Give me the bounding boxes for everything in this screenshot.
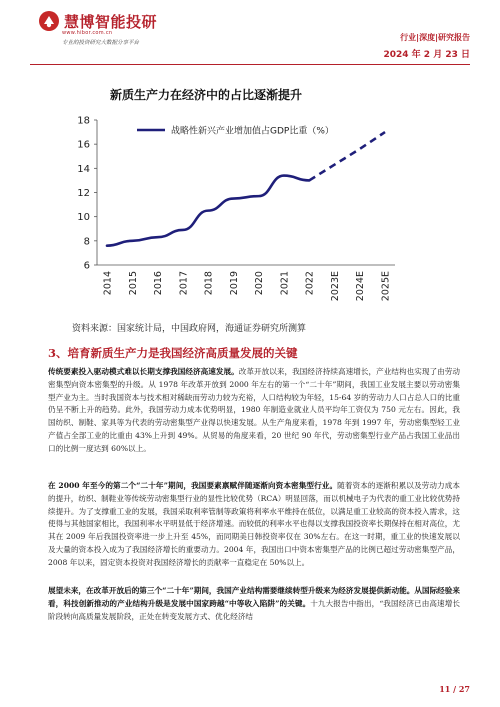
x-tick-label: 2016 <box>153 271 165 296</box>
figure-source: 资料来源：国家统计局，中国政府网，海通证券研究所测算 <box>72 324 307 334</box>
legend-label: 战略性新兴产业增加值占GDP比重（%） <box>171 126 334 137</box>
x-tick-label: 2022 <box>304 271 316 296</box>
brand-url: www.hibor.com.cn <box>62 30 113 36</box>
series-line-forecast <box>309 132 385 180</box>
x-tick-label: 2021 <box>279 271 291 296</box>
y-tick-label: 12 <box>77 188 90 199</box>
y-tick-label: 16 <box>77 139 90 151</box>
paragraph-3-body: 十九大报告中指出，“我国经济已由高速增长阶段转向高质量发展阶段，正处在转变发展方式、优化经济结 <box>48 598 460 621</box>
paragraph-3-lead: 展望未来，在改革开放后的第三个“二十年”期间，我国产业结构需要继续转型升级来为经济发展提供新动能。从国际经验来看，科技创新推动的产业结构升级是发展中国家跨越“中等收入陷阱”的关键。 <box>48 586 460 608</box>
y-tick-label: 10 <box>77 212 90 224</box>
header-divider <box>30 64 470 65</box>
x-tick-label: 2023E <box>329 271 341 302</box>
x-tick-label: 2018 <box>203 271 215 296</box>
section-title: 3、培育新质生产力是我国经济高质量发展的关键 <box>48 346 298 360</box>
report-meta <box>383 32 470 60</box>
page-header <box>0 0 500 60</box>
y-tick-label: 18 <box>77 115 90 127</box>
x-tick-label: 2015 <box>127 271 139 296</box>
paragraph-1-lead: 传统要素投入驱动模式难以长期支撑我国经济高速发展。 <box>48 367 239 376</box>
brand-name: 慧博智能投研 <box>64 12 158 31</box>
paragraph-2 <box>48 480 460 570</box>
page-number: 11 / 27 <box>439 684 470 694</box>
brand-logo <box>38 10 157 32</box>
x-tick-label: 2017 <box>178 271 190 296</box>
x-tick-label: 2020 <box>254 271 266 296</box>
x-tick-label: 2024E <box>355 271 367 302</box>
y-tick-label: 6 <box>83 260 90 272</box>
x-tick-label: 2019 <box>228 271 240 296</box>
report-date: 2024 年 2 月 23 日 <box>383 50 470 60</box>
y-tick-label: 14 <box>77 163 90 175</box>
brand-logo-icon <box>38 10 60 32</box>
x-tick-label: 2014 <box>102 271 114 296</box>
y-tick-label: 8 <box>83 236 90 248</box>
paragraph-2-body: 随着资本的逐渐积累以及劳动力成本的提升，纺织、制鞋业等传统劳动密集型行业的显性比较优势（RCA）明显回落，而以机械电子为代表的重工业比较优势持续提升。为了支撑重工业的发展，我国采取利率管制等政策将利率水平维持在低位，以满足重工业较高的资本投入需求，这使得与其他国家相比，我国利率水平明显低于经济增速。而较低的利率水平也得以支撑我国投资率长期保持在相对高位，尤其在 2009 年后我国投资率进一步上升至 45%，而同期美日韩投资率仅在 30%左右。在这一时期，重工业的快速发展以及大量的资本投入成为了我国经济增长的重要动力。2004 年，我国出口中资本密集型产品的比例已超过劳动密集型产品，2008 年以来，固定资本投资对我国经济增长的贡献率一直稳定在 50%以上。 <box>48 481 461 567</box>
report-category: 行业|深度|研究报告 <box>400 33 470 42</box>
figure-title: 新质生产力在经济中的占比逐渐提升 <box>110 88 303 102</box>
line-chart <box>55 110 415 315</box>
series-line-actual <box>107 176 309 246</box>
brand-tagline: 专业的投资研究大数据分享平台 <box>62 40 140 46</box>
paragraph-3 <box>48 585 460 623</box>
paragraph-2-lead: 在 2000 年至今的第二个“二十年”期间，我国要素禀赋伴随逐渐向资本密集型行业。 <box>48 481 338 490</box>
paragraph-1-body: 改革开放以来，我国经济持续高速增长，产业结构也实现了由劳动密集型向资本密集型的升级。从 1978 年改革开放到 2000 年左右的第一个“二十年”期间，我国工业发展主要以劳动密集型产业为主。当时我国资本与技术相对稀缺而劳动力较为充裕，人口结构较为年轻，15-64 岁的劳动力人口占总人口的比重仍呈不断上升的趋势。此外，我国劳动力成本优势明显，1980 年制造业就业人员平均年工资仅为 750 元左右。因此，我国纺织、制鞋、家具等为代表的劳动密集型产业得以快速发展。从生产角度来看，1978 年到 1997 年，劳动密集型轻工业产值占全部工业的比重由 43%上升到 49%。从贸易的角度来看，20 世纪 90 年代，劳动密集型行业产品占我国工业品出口的比例一度达到 60%以上。 <box>48 367 461 453</box>
x-tick-label: 2025E <box>380 271 392 302</box>
paragraph-1 <box>48 366 460 456</box>
